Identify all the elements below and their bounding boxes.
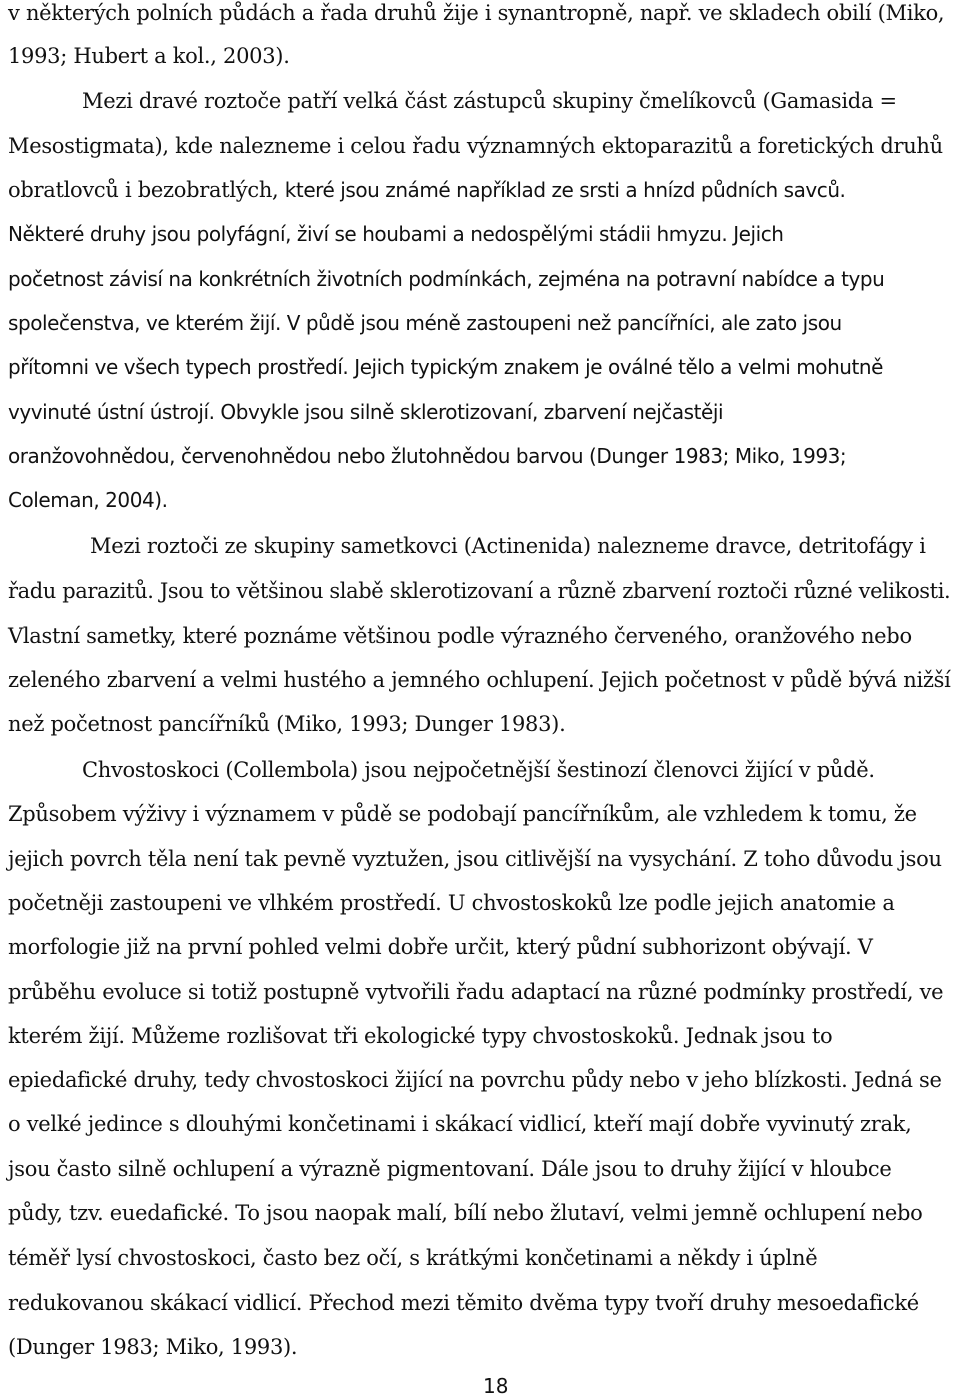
- text-line: Mezi dravé roztoče patří velká část zástupců skupiny čmelíkovců (Gamasida =: [82, 89, 897, 113]
- text-line: oranžovohnědou, červenohnědou nebo žlutohnědou barvou (Dunger 1983; Miko, 1993;: [8, 444, 847, 468]
- text-line: Vlastní sametky, které poznáme většinou podle výrazného červeného, oranžového nebo: [8, 624, 912, 648]
- text-line: morfologie již na první pohled velmi dobře určit, který půdní subhorizont obývají. V: [8, 935, 873, 959]
- text-line: Některé druhy jsou polyfágní, živí se houbami a nedospělými stádii hmyzu. Jejich: [8, 222, 784, 246]
- text-line: Chvostoskoci (Collembola) jsou nejpočetnější šestinozí členovci žijící v půdě.: [82, 758, 875, 782]
- text-line: Mesostigmata), kde nalezneme i celou řadu významných ektoparazitů a foretických druhů: [8, 134, 943, 158]
- text-line: průběhu evoluce si totiž postupně vytvořili řadu adaptací na různé podmínky prostředí, ve: [8, 980, 944, 1004]
- text-line: v některých polních půdách a řada druhů žije i synantropně, např. ve skladech obilí (Miko,: [8, 1, 945, 25]
- text-line: epiedafické druhy, tedy chvostoskoci žijící na povrchu půdy nebo v jeho blízkosti. Jedná se: [8, 1068, 942, 1092]
- text-line: téměř lysí chvostoskoci, často bez očí, s krátkými končetinami a někdy i úplně: [8, 1246, 818, 1270]
- text-line: vyvinuté ústní ústrojí. Obvykle jsou silně sklerotizovaní, zbarvení nejčastěji: [8, 400, 724, 424]
- text-line: Mezi roztoči ze skupiny sametkovci (Actinenida) nalezneme dravce, detritofágy i: [90, 534, 926, 558]
- text-line: kterém žijí. Můžeme rozlišovat tři ekologické typy chvostoskoků. Jednak jsou to: [8, 1024, 833, 1048]
- text-line: půdy, tzv. euedafické. To jsou naopak malí, bílí nebo žlutaví, velmi jemně ochlupení nebo: [8, 1201, 923, 1225]
- text-segment-serif: obratlovců i bezobratlých,: [8, 178, 285, 202]
- text-line: řadu parazitů. Jsou to většinou slabě sklerotizovaní a různě zbarvení roztoči různé velikosti.: [8, 579, 951, 603]
- text-line: o velké jedince s dlouhými končetinami i skákací vidlicí, kteří mají dobře vyvinutý zrak,: [8, 1112, 912, 1136]
- text-line-mixed: [8, 177, 845, 203]
- text-segment-sans: které jsou známé například ze srsti a hnízd půdních savců.: [284, 178, 846, 202]
- text-line: Coleman, 2004).: [8, 488, 168, 512]
- text-line: Způsobem výživy i významem v půdě se podobají pancířníkům, ale vzhledem k tomu, že: [8, 802, 917, 826]
- text-line: početněji zastoupeni ve vlhkém prostředí. U chvostoskoků lze podle jejich anatomie a: [8, 891, 895, 915]
- text-line: redukovanou skákací vidlicí. Přechod mezi těmito dvěma typy tvoří druhy mesoedafické: [8, 1291, 919, 1315]
- text-line: 1993; Hubert a kol., 2003).: [8, 44, 290, 68]
- page-number: 18: [483, 1374, 509, 1398]
- text-line: jsou často silně ochlupení a výrazně pigmentovaní. Dále jsou to druhy žijící v hloubce: [8, 1157, 892, 1181]
- text-line: (Dunger 1983; Miko, 1993).: [8, 1335, 298, 1359]
- text-line: jejich povrch těla není tak pevně vyztužen, jsou citlivější na vysychání. Z toho důvodu jsou: [8, 847, 942, 871]
- text-line: společenstva, ve kterém žijí. V půdě jsou méně zastoupeni než pancířníci, ale zato jsou: [8, 311, 842, 335]
- text-line: početnost závisí na konkrétních životních podmínkách, zejména na potravní nabídce a typu: [8, 267, 885, 291]
- text-line: než početnost pancířníků (Miko, 1993; Dunger 1983).: [8, 712, 566, 736]
- text-line: zeleného zbarvení a velmi hustého a jemného ochlupení. Jejich početnost v půdě bývá nižší: [8, 668, 951, 692]
- text-line: přítomni ve všech typech prostředí. Jejich typickým znakem je oválné tělo a velmi mohutně: [8, 355, 883, 379]
